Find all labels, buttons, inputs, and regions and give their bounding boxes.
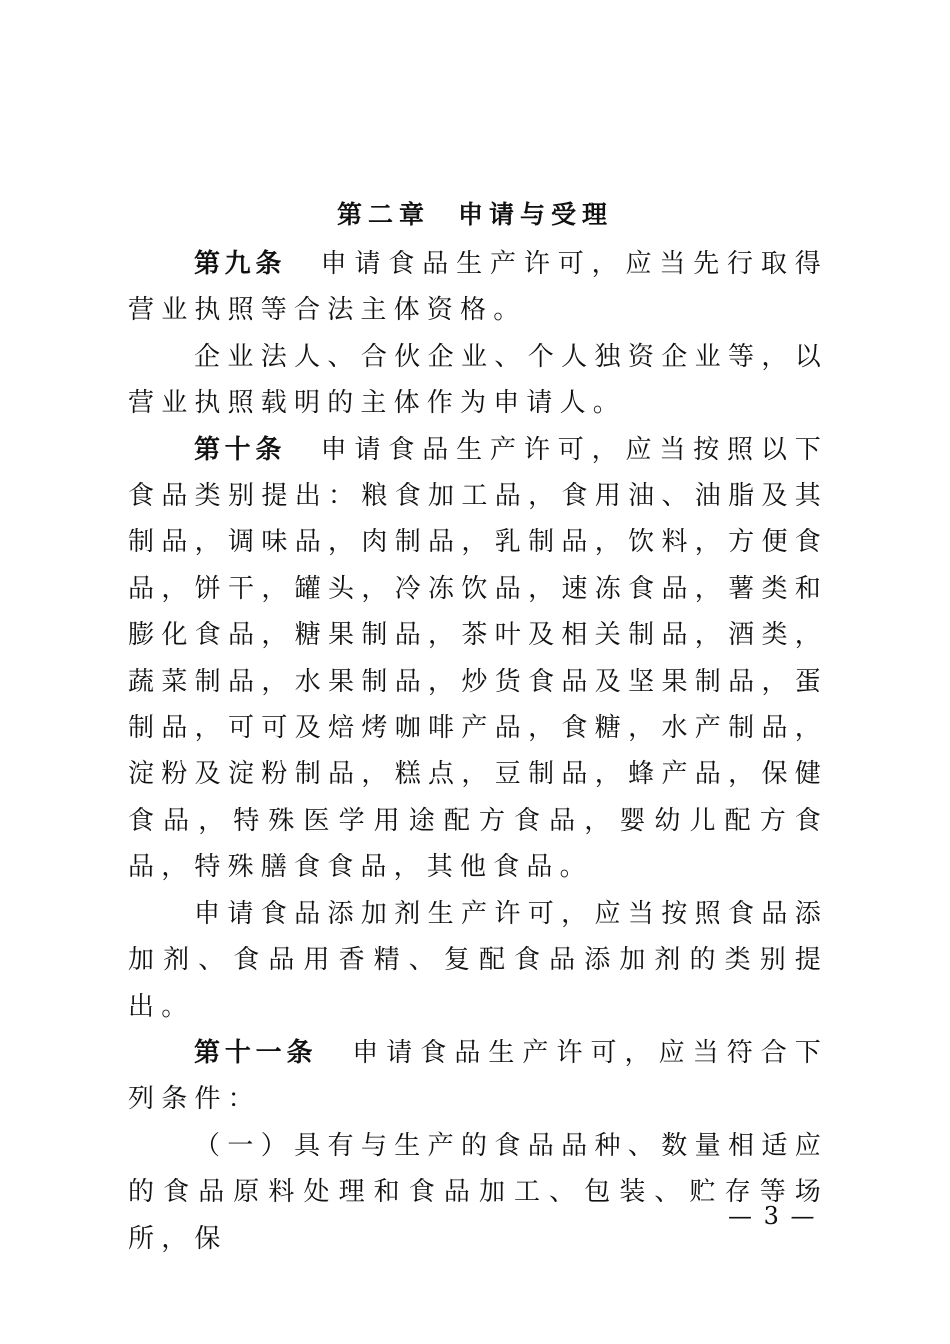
- article-9-paragraph: [128, 241, 828, 334]
- article-10-paragraph-2: [128, 891, 828, 1030]
- article-10-paragraph: [128, 427, 828, 891]
- article-text: 申请食品生产许可，应当按照以下食品类别提出：粮食加工品，食用油、油脂及其制品，调味品，肉制品，乳制品，饮料，方便食品，饼干，罐头，冷冻饮品，速冻食品，薯类和膨化食品，糖果制品，茶叶及相关制品，酒类，蔬菜制品，水果制品，炒货食品及坚果制品，蛋制品，可可及焙烤咖啡产品，食糖，水产制品，淀粉及淀粉制品，糕点，豆制品，蜂产品，保健食品，特殊医学用途配方食品，婴幼儿配方食品，特殊膳食食品，其他食品。: [128, 434, 828, 883]
- article-label: 第十条: [194, 434, 286, 465]
- article-text: 申请食品添加剂生产许可，应当按照食品添加剂、食品用香精、复配食品添加剂的类别提出。: [128, 898, 828, 1022]
- article-label: 第九条: [194, 249, 286, 279]
- article-text: （一）具有与生产的食品品种、数量相适应的食品原料处理和食品加工、包装、贮存等场所，保: [128, 1130, 828, 1254]
- page-number: — 3 —: [728, 1202, 817, 1230]
- document-body: [128, 241, 828, 1262]
- chapter-number: 第二章: [336, 199, 430, 229]
- article-11-item-1: [128, 1123, 828, 1262]
- article-11-paragraph: [128, 1030, 828, 1123]
- article-9-paragraph-2: [128, 334, 828, 427]
- article-label: 第十一条: [194, 1037, 318, 1068]
- article-text: 企业法人、合伙企业、个人独资企业等，以营业执照载明的主体作为申请人。: [128, 341, 828, 419]
- chapter-title: 申请与受理: [458, 199, 614, 229]
- article-text: 申请食品生产许可，应当符合下列条件：: [128, 1037, 828, 1115]
- chapter-heading: [0, 193, 950, 237]
- article-text: 申请食品生产许可，应当先行取得营业执照等合法主体资格。: [128, 249, 828, 326]
